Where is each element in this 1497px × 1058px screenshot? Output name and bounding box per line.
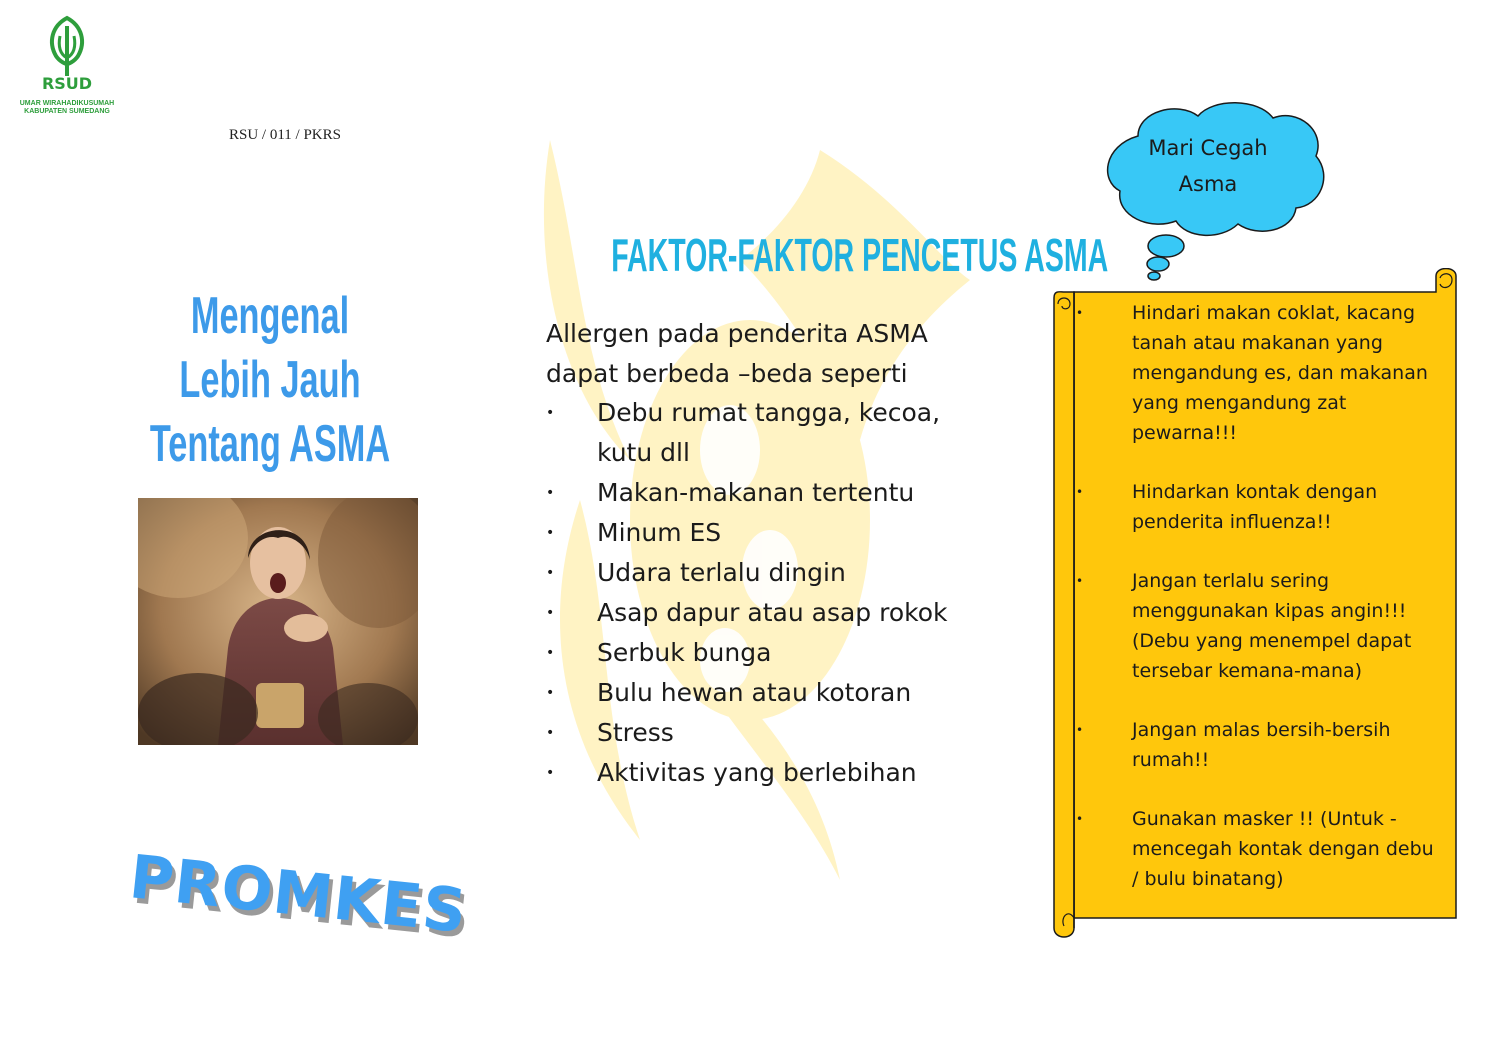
bullet-icon: • bbox=[546, 685, 555, 701]
list-item: • Jangan malas bersih-bersih rumah!! bbox=[1076, 715, 1446, 775]
bullet-icon: • bbox=[1076, 306, 1084, 320]
leaf-emblem-icon bbox=[12, 12, 122, 76]
bullet-icon: • bbox=[546, 485, 555, 501]
hospital-logo bbox=[12, 12, 122, 122]
bullet-icon: • bbox=[546, 605, 555, 621]
cloud-line-1: Mari Cegah bbox=[1148, 136, 1268, 160]
cover-title bbox=[145, 284, 396, 476]
logo-line-2: KABUPATEN SUMEDANG bbox=[24, 108, 110, 115]
bullet-icon: • bbox=[546, 725, 555, 741]
intro-line-1: Allergen pada penderita ASMA bbox=[546, 319, 928, 348]
prevention-tips bbox=[1076, 298, 1446, 923]
logo-acronym: RSUD bbox=[41, 74, 93, 93]
list-item: • Hindari makan coklat, kacang tanah atau makanan yang mengandung es, dan makanan yang mengandung zat pewarna!!! bbox=[1076, 298, 1446, 448]
bullet-icon: • bbox=[1076, 485, 1084, 499]
promkes-brand bbox=[124, 836, 471, 948]
list-item: • Makan-makanan tertentu bbox=[546, 473, 986, 513]
cover-title-line-1: Mengenal Lebih Jauh bbox=[179, 287, 361, 409]
cover-title-line-2: Tentang ASMA bbox=[149, 415, 391, 473]
bullet-icon: • bbox=[546, 645, 555, 661]
promkes-wordart: PROMKES bbox=[126, 842, 471, 948]
list-item: • Stress bbox=[546, 713, 986, 753]
allergen-intro bbox=[546, 314, 986, 394]
list-item: • Debu rumat tangga, kecoa, kutu dll bbox=[546, 393, 986, 473]
section-title: FAKTOR-FAKTOR PENCETUS ASMA bbox=[611, 229, 1109, 281]
list-item: • Serbuk bunga bbox=[546, 633, 986, 673]
list-item: • Minum ES bbox=[546, 513, 986, 553]
asthma-patient-photo bbox=[138, 498, 418, 745]
bullet-icon: • bbox=[1076, 574, 1084, 588]
bullet-icon: • bbox=[546, 565, 555, 581]
list-item: • Udara terlalu dingin bbox=[546, 553, 986, 593]
bullet-icon: • bbox=[546, 765, 555, 781]
bullet-icon: • bbox=[546, 405, 555, 421]
cloud-text bbox=[1128, 130, 1288, 202]
document-code: RSU / 011 / PKRS bbox=[229, 127, 341, 143]
bullet-icon: • bbox=[1076, 723, 1084, 737]
list-item: • Jangan terlalu sering menggunakan kipas angin!!! (Debu yang menempel dapat tersebar kemana-mana) bbox=[1076, 566, 1446, 686]
list-item: • Hindarkan kontak dengan penderita influenza!! bbox=[1076, 477, 1446, 537]
logo-line-1: UMAR WIRAHADIKUSUMAH bbox=[19, 100, 115, 107]
intro-line-2: dapat berbeda –beda seperti bbox=[546, 359, 908, 388]
list-item: • Gunakan masker !! (Untuk - mencegah kontak dengan debu / bulu binatang) bbox=[1076, 804, 1446, 894]
bullet-icon: • bbox=[1076, 812, 1084, 826]
list-item: • Aktivitas yang berlebihan bbox=[546, 753, 986, 793]
allergen-list bbox=[546, 393, 986, 793]
cloud-line-2: Asma bbox=[1178, 172, 1238, 196]
bullet-icon: • bbox=[546, 525, 555, 541]
list-item: • Bulu hewan atau kotoran bbox=[546, 673, 986, 713]
list-item: • Asap dapur atau asap rokok bbox=[546, 593, 986, 633]
